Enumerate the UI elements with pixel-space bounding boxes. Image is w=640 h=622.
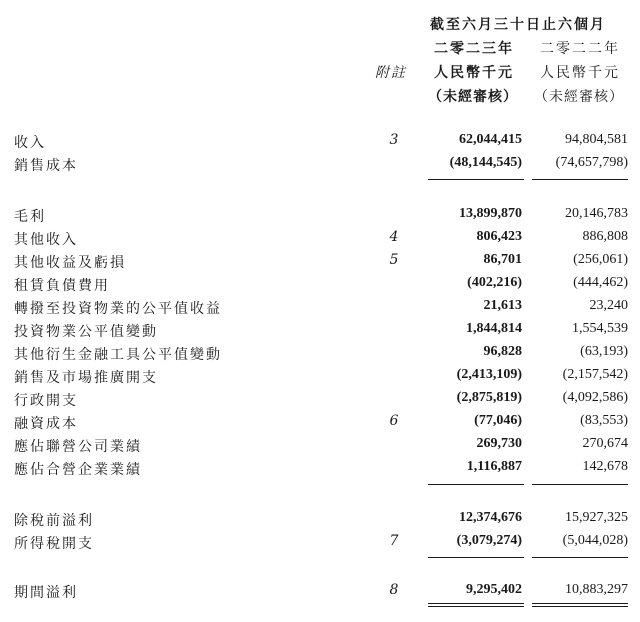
row-note: 6	[389, 413, 399, 429]
row-finance-costs	[0, 413, 640, 435]
row-current: (48,144,545)	[449, 155, 522, 170]
row-current: 86,701	[483, 252, 522, 267]
row-label: 租賃負債費用	[14, 278, 110, 294]
row-current: (3,079,274)	[456, 533, 522, 548]
row-prior: (2,157,542)	[562, 367, 628, 382]
row-prior: 94,804,581	[565, 132, 628, 147]
row-label: 其他收益及虧損	[14, 255, 126, 271]
period-header: 截至六月三十日止六個月	[430, 17, 606, 33]
row-current: (2,875,819)	[456, 390, 522, 405]
row-other-income	[0, 229, 640, 251]
row-note: 5	[389, 252, 399, 268]
row-prior: 20,146,783	[565, 206, 628, 221]
row-prior: 1,554,539	[572, 321, 628, 336]
row-label: 行政開支	[14, 393, 78, 409]
row-label: 融資成本	[14, 416, 78, 432]
row-label: 投資物業公平值變動	[14, 324, 158, 340]
total-double-line-current-top	[428, 603, 524, 604]
total-double-line-current-bottom	[428, 606, 524, 607]
notes-column-header: 附註	[375, 65, 407, 81]
subtotal-line-current	[428, 179, 524, 180]
row-lease-liability-expense	[0, 275, 640, 297]
row-prior: (74,657,798)	[555, 155, 628, 170]
subtotal-line-prior	[532, 557, 628, 558]
row-prior: 15,927,325	[565, 510, 628, 525]
row-label: 其他衍生金融工具公平值變動	[14, 347, 222, 363]
row-share-of-joint-ventures	[0, 459, 640, 481]
row-current: (2,413,109)	[456, 367, 522, 382]
row-current: (77,046)	[474, 413, 522, 428]
row-derivatives-fv-change	[0, 344, 640, 366]
row-current: 1,844,814	[466, 321, 522, 336]
year-prior: 二零二二年	[540, 41, 620, 57]
row-note: 8	[389, 582, 399, 598]
row-current: 12,374,676	[459, 510, 522, 525]
row-other-gains-losses	[0, 252, 640, 274]
row-current: 9,295,402	[466, 582, 522, 597]
row-note: 7	[389, 533, 399, 549]
row-current: 1,116,887	[466, 459, 522, 474]
row-administrative-expense	[0, 390, 640, 412]
row-label: 其他收入	[14, 232, 78, 248]
row-label: 應佔聯營公司業績	[14, 439, 142, 455]
row-current: 21,613	[483, 298, 522, 313]
row-prior: (256,061)	[573, 252, 628, 267]
row-gross-profit	[0, 206, 640, 228]
row-current: 806,423	[476, 229, 522, 244]
year-current: 二零二三年	[434, 41, 514, 57]
row-prior: (63,193)	[580, 344, 628, 359]
row-label: 期間溢利	[14, 585, 78, 601]
audit-prior: （未經審核）	[534, 89, 624, 105]
row-current: 96,828	[483, 344, 522, 359]
row-prior: 886,808	[582, 229, 628, 244]
row-label: 所得稅開支	[14, 536, 94, 552]
row-current: 269,730	[476, 436, 522, 451]
row-prior: (83,553)	[580, 413, 628, 428]
row-label: 毛利	[14, 209, 46, 225]
row-profit-for-period	[0, 582, 640, 604]
row-note: 4	[389, 229, 399, 245]
subtotal-line-current	[428, 484, 524, 485]
row-note: 3	[389, 132, 399, 148]
row-current: (402,216)	[467, 275, 522, 290]
row-transfer-fair-value-gain	[0, 298, 640, 320]
subtotal-line-current	[428, 557, 524, 558]
row-cost-of-sales	[0, 155, 640, 177]
row-label: 收入	[14, 135, 46, 151]
row-current: 13,899,870	[459, 206, 522, 221]
audit-current: （未經審核）	[428, 89, 518, 105]
row-selling-marketing-expense	[0, 367, 640, 389]
row-label: 銷售成本	[14, 158, 78, 174]
currency-current: 人民幣千元	[434, 65, 514, 81]
row-income-tax-expense	[0, 533, 640, 555]
row-prior: 10,883,297	[565, 582, 628, 597]
row-prior: 23,240	[589, 298, 628, 313]
row-prior: (4,092,586)	[562, 390, 628, 405]
currency-prior: 人民幣千元	[540, 65, 620, 81]
row-label: 應佔合營企業業績	[14, 462, 142, 478]
total-double-line-prior-top	[532, 603, 628, 604]
subtotal-line-prior	[532, 179, 628, 180]
row-prior: (5,044,028)	[562, 533, 628, 548]
row-prior: 270,674	[582, 436, 628, 451]
total-double-line-prior-bottom	[532, 606, 628, 607]
row-revenue	[0, 132, 640, 154]
row-prior: 142,678	[582, 459, 628, 474]
row-share-of-associates	[0, 436, 640, 458]
row-prior: (444,462)	[573, 275, 628, 290]
row-label: 轉撥至投資物業的公平值收益	[14, 301, 222, 317]
row-label: 銷售及市場推廣開支	[14, 370, 158, 386]
subtotal-line-prior	[532, 484, 628, 485]
row-current: 62,044,415	[459, 132, 522, 147]
row-investment-property-fv-change	[0, 321, 640, 343]
row-profit-before-tax	[0, 510, 640, 532]
row-label: 除稅前溢利	[14, 513, 94, 529]
